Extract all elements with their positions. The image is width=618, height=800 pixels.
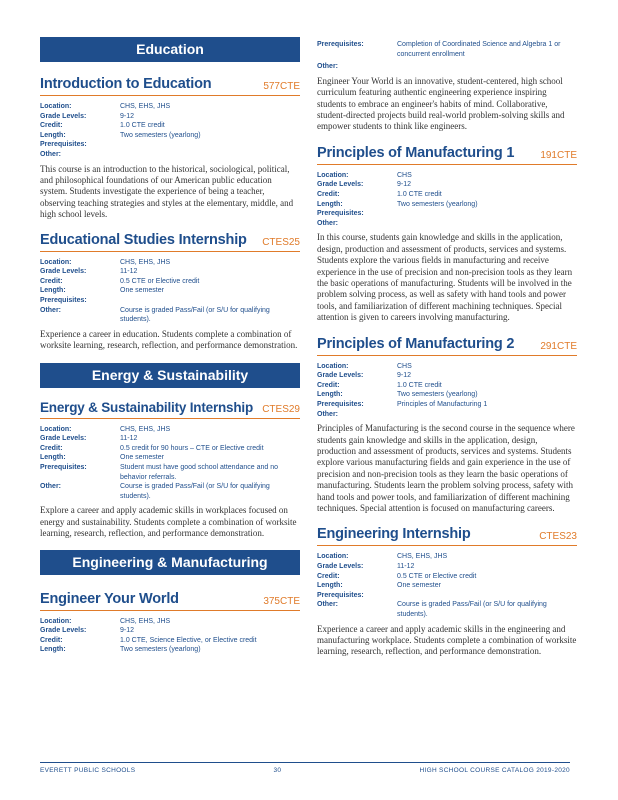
- course-header: [40, 400, 300, 419]
- course-description: Principles of Manufacturing is the second course in the sequence where students gain knowledge and skills in the application, design, production and assessment of products, services and systems. Students explore various manufacturing fields and gain experience in the use of precision and non-precision tools as they learn the basic operations of manufacturing. Students learn the problem solving process, safety with hand tools and power tools, and familiarization of different machining techniques. Special attention is focused on manufacturing careers.: [317, 423, 575, 514]
- info-row-prerequisites: Prerequisites:: [317, 210, 364, 218]
- course-code: CTES25: [262, 236, 300, 248]
- info-row-credit: Credit: 1.0 CTE, Science Elective, or Elective credit: [40, 636, 257, 644]
- info-row-grade-levels: Grade Levels: 9-12: [317, 181, 412, 189]
- course-code: 375CTE: [263, 595, 300, 607]
- info-row-credit: Credit: 0.5 CTE or Elective credit: [317, 572, 477, 580]
- course-description: Experience a career and apply academic skills in the engineering and manufacturing workplace. Students complete a combination of worksite learning, research, reflection, and performance demonstration.: [317, 623, 577, 657]
- info-row-credit: Credit: 0.5 CTE or Elective credit: [40, 277, 200, 285]
- course-description: Experience a career in education. Students complete a combination of worksite learning, research, reflection, and performance demonstration.: [40, 328, 298, 351]
- course-title: Energy & Sustainability Internship: [40, 399, 253, 415]
- left-column: [40, 37, 300, 655]
- info-row-other: Other: Course is graded Pass/Fail (or S/U for qualifying students).: [317, 601, 547, 618]
- course-description: Explore a career and apply academic skills in workplaces focused on energy and sustainability. Students complete a combination of worksite learning, research, reflection, and performance demonstration.: [40, 505, 297, 539]
- info-row-prerequisites: Prerequisites: Student must have good school attendance and no behavior referrals.: [40, 463, 279, 481]
- course-engineer-your-world: [40, 591, 300, 655]
- section-banner-energy: Energy & Sustainability: [40, 363, 300, 388]
- course-info: [317, 362, 577, 420]
- right-column: [317, 40, 577, 658]
- course-code: 191CTE: [540, 149, 577, 161]
- info-row-grade-levels: Grade Levels: 11-12: [317, 563, 415, 571]
- course-title: Educational Studies Internship: [40, 231, 247, 248]
- course-description: Engineer Your World is an innovative, student-centered, high school curriculum featuring authentic engineering experience inspiring students to embrace an engineer's habits of mind. Collaborative, student-directed projects build real-world problem-solving skills and empower students to think like engineers.: [317, 75, 565, 132]
- course-header: [40, 76, 300, 96]
- page-number: 30: [273, 767, 282, 774]
- course-header: [40, 591, 300, 611]
- footer-catalog: HIGH SCHOOL COURSE CATALOG 2019-2020: [419, 767, 570, 774]
- info-row-credit: Credit: 1.0 CTE credit: [317, 191, 442, 198]
- course-introduction-to-education: [40, 76, 300, 221]
- info-row-credit: Credit: 0.5 credit for 90 hours – CTE or Elective credit: [40, 444, 264, 452]
- course-principles-of-manufacturing-1: [317, 145, 577, 324]
- info-row-location: Location: CHS: [317, 362, 412, 370]
- info-row-prerequisites: Prerequisites:: [317, 591, 364, 599]
- course-code: 291CTE: [540, 340, 577, 352]
- course-header: [317, 336, 577, 356]
- course-title: Introduction to Education: [40, 76, 212, 92]
- info-row-other: Other:: [317, 63, 338, 71]
- course-header: [317, 526, 577, 546]
- course-educational-studies-internship: [40, 232, 300, 352]
- info-row-grade-levels: Grade Levels: 9-12: [40, 627, 135, 635]
- course-description: In this course, students gain knowledge and skills in the application, design, production and assessment of products, services and systems. Students explore the various fields in manufacturing and receive experience in the use of precision and non-precision tools as they learn the basic operations of manufacturing. Students will be involved in the problem solving process, as well as safety with hand tools and power tools, and familiarization of different machining techniques. Special attention is given to careers involving manufacturing.: [317, 232, 573, 323]
- info-row-credit: Credit: 1.0 CTE credit: [317, 381, 442, 389]
- course-engineer-your-world-continued: [317, 40, 577, 133]
- info-row-location: Location: CHS, EHS, JHS: [40, 617, 171, 625]
- course-title: Principles of Manufacturing 1: [317, 144, 515, 161]
- info-row-location: Location: CHS, EHS, JHS: [40, 425, 171, 433]
- info-row-other: Other: Course is graded Pass/Fail (or S/U for qualifying students).: [40, 483, 270, 500]
- info-row-grade-levels: Grade Levels: 11-12: [40, 435, 138, 443]
- info-row-length: Length: Two semesters (yearlong): [40, 131, 201, 139]
- course-energy-sustainability-internship: [40, 400, 300, 540]
- course-info: [40, 617, 300, 655]
- info-row-other: Other:: [40, 150, 61, 158]
- info-row-grade-levels: Grade Levels: 11-12: [40, 268, 138, 276]
- info-row-other: Other:: [317, 219, 338, 227]
- info-row-prerequisites: Prerequisites: Principles of Manufacturing 1: [317, 401, 488, 408]
- info-row-length: Length: Two semesters (yearlong): [40, 646, 201, 654]
- info-row-location: Location: CHS: [317, 171, 412, 179]
- course-code: 577CTE: [263, 81, 300, 92]
- info-row-length: Length: Two semesters (yearlong): [317, 200, 478, 208]
- course-title: Engineering Internship: [317, 526, 471, 543]
- info-row-location: Location: CHS, EHS, JHS: [317, 553, 448, 561]
- course-info: [40, 425, 300, 502]
- course-code: CTES29: [262, 403, 300, 415]
- course-header: [317, 145, 577, 165]
- course-description: This course is an introduction to the historical, sociological, political, and philosophical foundations of our American public education system. Students investigate the experience of being a teacher, observing teaching strategies and styles at the elementary, middle, and high school levels.: [40, 163, 294, 220]
- info-row-location: Location: CHS, EHS, JHS: [40, 103, 171, 110]
- course-info: [40, 102, 300, 160]
- info-row-grade-levels: Grade Levels: 9-12: [317, 372, 412, 380]
- info-row-other: Other: Course is graded Pass/Fail (or S/U for qualifying students).: [40, 306, 270, 324]
- info-row-prerequisites: Prerequisites:: [40, 141, 87, 149]
- course-info: [40, 258, 300, 325]
- page-footer: [40, 762, 570, 774]
- section-banner-engineering: Engineering & Manufacturing: [40, 550, 300, 575]
- info-row-prerequisites: Prerequisites:: [40, 296, 87, 304]
- info-row-length: Length: Two semesters (yearlong): [317, 391, 478, 399]
- info-row-credit: Credit: 1.0 CTE credit: [40, 122, 165, 130]
- course-info: [317, 171, 577, 229]
- course-title: Engineer Your World: [40, 590, 179, 607]
- course-principles-of-manufacturing-2: [317, 336, 577, 515]
- course-title: Principles of Manufacturing 2: [317, 335, 515, 352]
- info-row-grade-levels: Grade Levels: 9-12: [40, 112, 135, 120]
- info-row-prerequisites: Prerequisites: Completion of Coordinated Science and Algebra 1 or concurrent enrollment: [317, 41, 561, 58]
- course-info: [317, 40, 577, 72]
- info-row-other: Other:: [317, 410, 338, 418]
- section-banner-education: Education: [40, 37, 300, 62]
- info-row-length: Length: One semester: [40, 287, 164, 295]
- footer-district: EVERETT PUBLIC SCHOOLS: [40, 767, 136, 774]
- info-row-location: Location: CHS, EHS, JHS: [40, 258, 171, 266]
- course-code: CTES23: [539, 531, 577, 543]
- info-row-length: Length: One semester: [317, 582, 441, 590]
- info-row-length: Length: One semester: [40, 454, 164, 462]
- course-header: [40, 232, 300, 252]
- course-engineering-internship: [317, 526, 577, 657]
- course-info: [317, 552, 577, 619]
